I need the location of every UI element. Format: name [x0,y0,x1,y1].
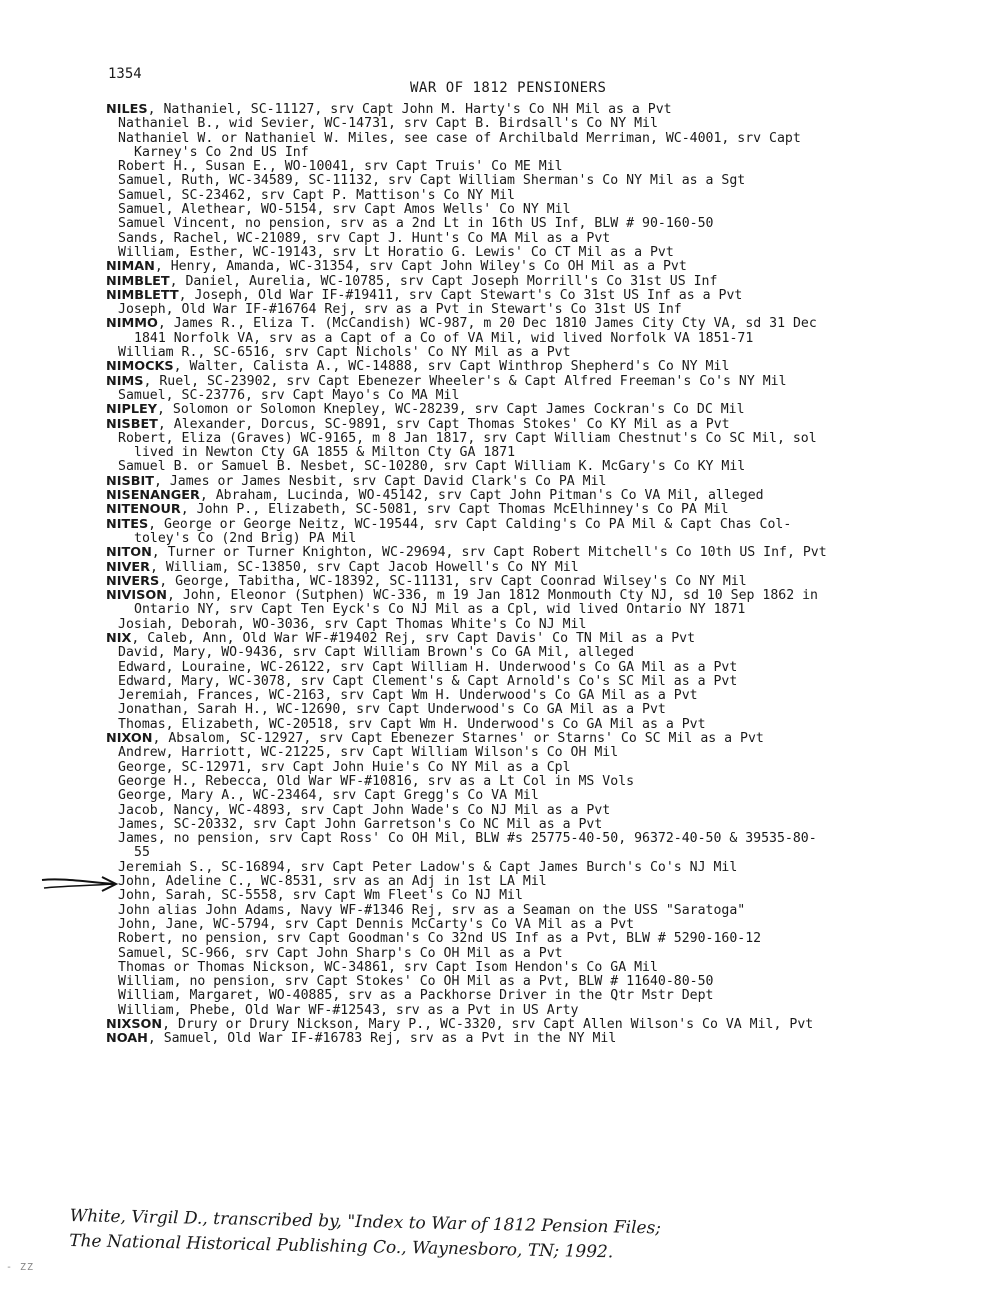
entry-text: James, SC-20332, srv Capt John Garretson's Co NC Mil as a Pvt [118,816,603,832]
entry-text: Samuel, SC-966, srv Capt John Sharp's Co OH Mil as a Pvt [118,945,563,961]
entry-text: John, Adeline C., WC-8531, srv as an Adj in 1st LA Mil [118,874,547,890]
surname-entry [96,260,976,274]
entry-text: Robert, no pension, srv Capt Goodman's Co 32nd US Inf as a Pvt, BLW # 5290-160-12 [118,931,762,947]
entry-text: Robert, Eliza (Graves) WC-9165, m 8 Jan 1817, srv Capt William Chestnut's Co SC Mil, sol [118,430,817,446]
surname-heading: NOAH [106,1031,148,1047]
given-name-entry [96,460,976,474]
entry-text: , Henry, Amanda, WC-31354, srv Capt John Wiley's Co OH Mil as a Pvt [154,259,687,275]
given-name-entry [96,889,976,903]
surname-heading: NITES [106,516,149,532]
given-name-entry [96,346,976,360]
surname-heading: NIVER [106,559,150,575]
entry-text: Samuel Vincent, no pension, srv as a 2nd Lt in 16th US Inf, BLW # 90-160-50 [118,216,714,232]
surname-entry [96,360,976,374]
given-name-entry [96,832,976,846]
handwritten-citation [69,1204,950,1272]
entry-text: , Daniel, Aurelia, WC-10785, srv Capt Joseph Morrill's Co 31st US Inf [169,273,718,289]
handwritten-citation-line-1: White, Virgil D., transcribed by, "Index to War of 1812 Pension Files; [69,1205,662,1239]
entry-text: Andrew, Harriott, WC-21225, srv Capt William Wilson's Co OH Mil [118,745,619,761]
entry-text: , John P., Elizabeth, SC-5081, srv Capt Thomas McElhinney's Co PA Mil [180,502,729,518]
entry-continuation [96,532,976,546]
entry-text: lived in Newton Cty GA 1855 & Milton Cty GA 1871 [134,445,516,461]
surname-heading: NIVISON [106,588,167,604]
given-name-entry [96,217,976,231]
given-name-entry [96,160,976,174]
entry-text: 55 [134,845,150,861]
surname-entry [96,561,976,575]
surname-entry [96,518,976,532]
entry-text: , Drury or Drury Nickson, Mary P., WC-3320, srv Capt Allen Wilson's Co VA Mil, Pvt [162,1017,814,1032]
given-name-entry [96,861,976,875]
surname-entry [96,589,976,603]
surname-heading: NISENANGER [106,488,200,504]
entry-text: , Ruel, SC-23902, srv Capt Ebenezer Wheeler's & Capt Alfred Freeman's Co's NY Mil [143,373,787,389]
entry-text: William, Phebe, Old War WF-#12543, srv as a Pvt in US Arty [118,1002,579,1018]
given-name-entry [96,961,976,975]
entry-text: John, Jane, WC-5794, srv Capt Dennis McCarty's Co VA Mil as a Pvt [118,916,635,932]
entry-text: Ontario NY, srv Capt Ten Eyck's Co NJ Mil as a Cpl, wid lived Ontario NY 1871 [134,602,746,618]
given-name-entry [96,646,976,660]
entry-text: David, Mary, WO-9436, srv Capt William Brown's Co GA Mil, alleged [118,645,635,661]
surname-entry [96,575,976,589]
surname-entry [96,546,976,560]
surname-heading: NISBET [106,416,158,432]
entry-text: Samuel, Alethear, WO-5154, srv Capt Amos Wells' Co NY Mil [118,202,571,218]
entry-text: Thomas or Thomas Nickson, WC-34861, srv Capt Isom Hendon's Co GA Mil [118,959,658,975]
pensioner-entries [96,103,976,1047]
entry-continuation [96,603,976,617]
entry-text: George H., Rebecca, Old War WF-#10816, srv as a Lt Col in MS Vols [118,773,635,789]
entry-text: Nathaniel W. or Nathaniel W. Miles, see case of Archilbald Merriman, WC-4001, srv Capt [118,130,801,146]
surname-entry [96,489,976,503]
given-name-entry [96,818,976,832]
given-name-entry [96,989,976,1003]
given-name-entry [96,947,976,961]
entry-text: , James R., Eliza T. (McCandish) WC-987, m 20 Dec 1810 James City Cty VA, sd 31 Dec [157,316,817,332]
entry-text: William R., SC-6516, srv Capt Nichols' Co NY Mil as a Pvt [118,345,571,361]
entry-text: toley's Co (2nd Brig) PA Mil [134,530,357,546]
entry-text: , Abraham, Lucinda, WO-45142, srv Capt John Pitman's Co VA Mil, alleged [199,488,764,504]
handwritten-citation-line-2: The National Historical Publishing Co., Waynesboro, TN; 1992. [69,1230,614,1263]
entry-text: Samuel, SC-23776, srv Capt Mayo's Co MA Mil [118,387,460,403]
surname-heading: NITON [106,545,152,561]
surname-heading: NIMBLETT [106,287,179,303]
surname-heading: NIMMO [106,316,158,332]
entry-text: Samuel, SC-23462, srv Capt P. Mattison's Co NY Mil [118,187,515,203]
entry-text: , Walter, Calista A., WC-14888, srv Capt Winthrop Shepherd's Co NY Mil [173,359,730,375]
entry-text: , Samuel, Old War IF-#16783 Rej, srv as a Pvt in the NY Mil [147,1031,617,1047]
surname-heading: NILES [106,102,148,117]
given-name-entry [96,661,976,675]
entry-text: , Joseph, Old War IF-#19411, srv Capt Stewart's Co 31st US Inf as a Pvt [178,287,743,303]
given-name-entry [96,675,976,689]
entry-text: William, Margaret, WO-40885, srv as a Packhorse Driver in the Qtr Mstr Dept [118,988,714,1004]
entry-text: Jacob, Nancy, WC-4893, srv Capt John Wade's Co NJ Mil as a Pvt [118,802,611,818]
entry-text: Nathaniel B., wid Sevier, WC-14731, srv Capt B. Birdsall's Co NY Mil [118,116,658,132]
margin-mark: - ZZ [6,1262,35,1273]
given-name-entry [96,232,976,246]
entry-text: William, no pension, srv Capt Stokes' Co OH Mil as a Pvt, BLW # 11640-80-50 [118,974,714,990]
given-name-entry [96,775,976,789]
entry-text: Jonathan, Sarah H., WC-12690, srv Capt Underwood's Co GA Mil as a Pvt [118,702,666,718]
entry-continuation [96,446,976,460]
surname-heading: NIPLEY [106,402,158,418]
given-name-entry [96,918,976,932]
given-name-entry [96,789,976,803]
entry-text: James, no pension, srv Capt Ross' Co OH Mil, BLW #s 25775-40-50, 96372-40-50 & 39535-80- [118,831,817,847]
page-title: WAR OF 1812 PENSIONERS [410,80,607,96]
hand-drawn-arrow-icon [40,872,120,894]
page-number: 1354 [108,66,142,82]
given-name-entry [96,761,976,775]
given-name-entry [96,703,976,717]
entry-text: Samuel B. or Samuel B. Nesbet, SC-10280, srv Capt William K. McGary's Co KY Mil [118,459,746,475]
given-name-entry [96,904,976,918]
entry-text: Sands, Rachel, WC-21089, srv Capt J. Hunt's Co MA Mil as a Pvt [118,230,611,246]
surname-heading: NIVERS [106,573,160,589]
entry-text: , James or James Nesbit, srv Capt David Clark's Co PA Mil [153,473,607,489]
entry-text: Edward, Mary, WC-3078, srv Capt Clement's & Capt Arnold's Co's SC Mil as a Pvt [118,673,738,689]
entry-text: Thomas, Elizabeth, WC-20518, srv Capt Wm H. Underwood's Co GA Mil as a Pvt [118,716,706,732]
given-name-entry [96,804,976,818]
entry-text: Samuel, Ruth, WC-34589, SC-11132, srv Capt William Sherman's Co NY Mil as a Sgt [118,173,746,189]
entry-text: , William, SC-13850, srv Capt Jacob Howell's Co NY Mil [149,559,579,575]
surname-heading: NITENOUR [106,502,181,518]
entry-text: , George, Tabitha, WC-18392, SC-11131, srv Capt Coonrad Wilsey's Co NY Mil [159,573,747,589]
entry-text: William, Esther, WC-19143, srv Lt Horatio G. Lewis' Co CT Mil as a Pvt [118,244,674,260]
entry-text: John, Sarah, SC-5558, srv Capt Wm Fleet's Co NJ Mil [118,888,523,904]
surname-entry [96,275,976,289]
given-name-entry [96,718,976,732]
entry-text: Edward, Louraine, WC-26122, srv Capt William H. Underwood's Co GA Mil as a Pvt [118,659,738,675]
surname-entry [96,632,976,646]
surname-entry [96,1032,976,1046]
surname-heading: NISBIT [106,473,154,489]
entry-text: , George or George Neitz, WC-19544, srv Capt Calding's Co PA Mil & Capt Chas Col- [148,516,792,532]
entry-text: John alias John Adams, Navy WF-#1346 Rej, srv as a Seaman on the USS "Saratoga" [118,902,746,918]
given-name-entry [96,246,976,260]
given-name-entry [96,932,976,946]
surname-heading: NIMS [106,373,144,389]
entry-text: , John, Eleonor (Sutphen) WC-336, m 19 Jan 1812 Monmouth Cty NJ, sd 10 Sep 1862 in [166,588,818,604]
surname-heading: NIMAN [106,259,155,275]
given-name-entry [96,1004,976,1018]
surname-heading: NIMOCKS [106,359,174,375]
entry-text: George, Mary A., WC-23464, srv Capt Gregg's Co VA Mil [118,788,539,804]
entry-text: 1841 Norfolk VA, srv as a Capt of a Co of VA Mil, wid lived Norfolk VA 1851-71 [134,330,754,346]
surname-heading: NIXON [106,731,153,747]
entry-text: Joseph, Old War IF-#16764 Rej, srv as a Pvt in Stewart's Co 31st US Inf [118,302,682,318]
entry-continuation [96,332,976,346]
surname-entry [96,503,976,517]
surname-heading: NIXSON [106,1017,163,1032]
entry-text: , Nathaniel, SC-11127, srv Capt John M. Harty's Co NH Mil as a Pvt [147,102,672,117]
given-name-entry [96,117,976,131]
given-name-entry [96,689,976,703]
surname-entry [96,375,976,389]
entry-text: George, SC-12971, srv Capt John Huie's Co NY Mil as a Cpl [118,759,571,775]
entry-text: , Turner or Turner Knighton, WC-29694, srv Capt Robert Mitchell's Co 10th US Inf, Pvt [151,545,827,561]
surname-heading: NIX [106,630,132,646]
surname-entry [96,1018,976,1032]
entry-text: , Solomon or Solomon Knepley, WC-28239, srv Capt James Cockran's Co DC Mil [157,402,745,418]
given-name-entry [96,432,976,446]
entry-text: , Alexander, Dorcus, SC-9891, srv Capt Thomas Stokes' Co KY Mil as a Pvt [157,416,730,432]
given-name-entry [96,132,976,146]
entry-text: Karney's Co 2nd US Inf [134,144,309,160]
given-name-entry [96,189,976,203]
given-name-entry [96,303,976,317]
surname-entry [96,403,976,417]
given-name-entry [96,746,976,760]
entry-continuation [96,146,976,160]
surname-entry [96,289,976,303]
entry-continuation [96,846,976,860]
given-name-entry [96,203,976,217]
entry-text: Robert H., Susan E., WO-10041, srv Capt Truis' Co ME Mil [118,159,563,175]
surname-entry [96,317,976,331]
entry-text: Jeremiah, Frances, WC-2163, srv Capt Wm H. Underwood's Co GA Mil as a Pvt [118,688,698,704]
given-name-entry [96,174,976,188]
given-name-entry [96,389,976,403]
entry-text: , Absalom, SC-12927, srv Capt Ebenezer Starnes' or Starns' Co SC Mil as a Pvt [152,731,764,747]
surname-entry [96,103,976,117]
given-name-entry [96,975,976,989]
entry-text: , Caleb, Ann, Old War WF-#19402 Rej, srv Capt Davis' Co TN Mil as a Pvt [131,630,696,646]
entry-text: Jeremiah S., SC-16894, srv Capt Peter Ladow's & Capt James Burch's Co's NJ Mil [118,859,738,875]
surname-heading: NIMBLET [106,273,170,289]
surname-entry [96,732,976,746]
surname-entry [96,475,976,489]
given-name-entry [96,875,976,889]
given-name-entry [96,618,976,632]
surname-entry [96,418,976,432]
entry-text: Josiah, Deborah, WO-3036, srv Capt Thomas White's Co NJ Mil [118,616,587,632]
